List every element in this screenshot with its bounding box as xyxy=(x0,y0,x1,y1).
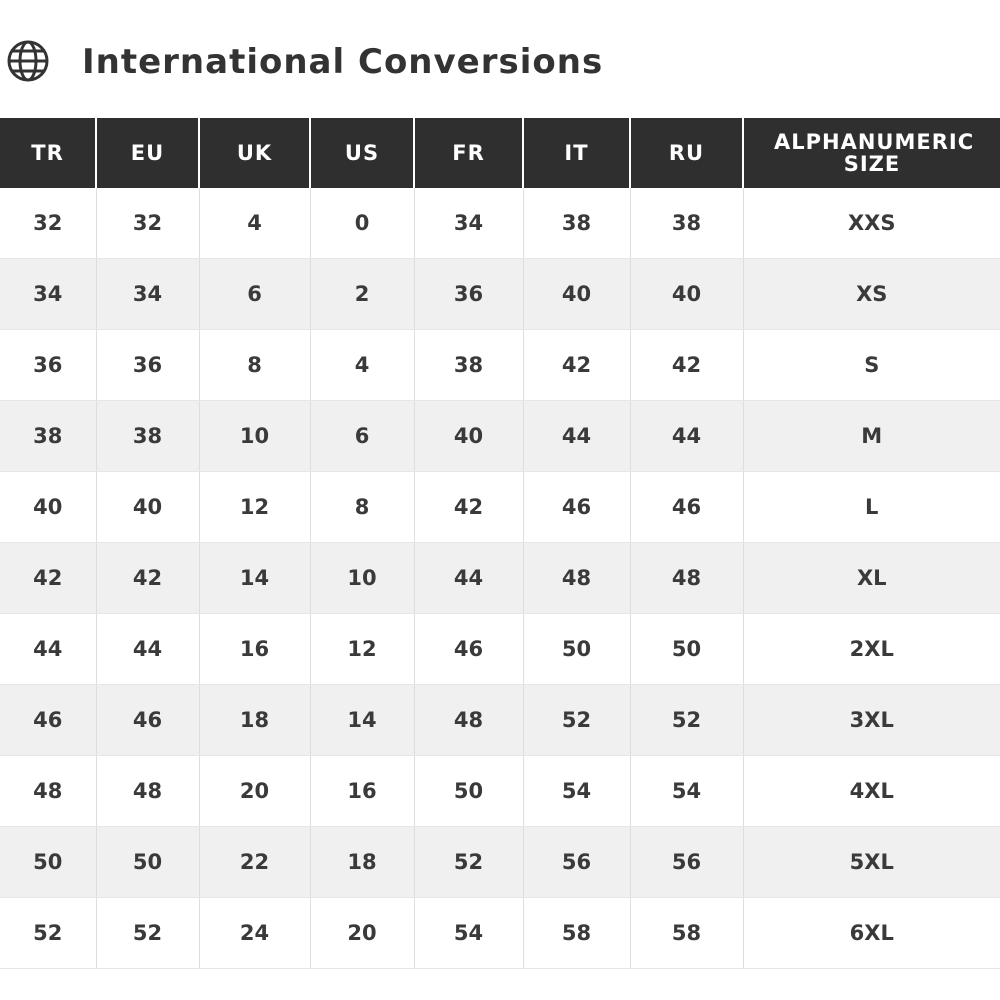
cell-tr: 40 xyxy=(0,472,96,543)
cell-us: 8 xyxy=(310,472,414,543)
cell-eu: 48 xyxy=(96,756,199,827)
table-row xyxy=(0,543,1000,614)
cell-uk: 12 xyxy=(199,472,310,543)
cell-tr: 34 xyxy=(0,259,96,330)
cell-uk: 8 xyxy=(199,330,310,401)
column-header-us: US xyxy=(310,118,414,188)
cell-tr: 32 xyxy=(0,188,96,259)
cell-fr: 44 xyxy=(414,543,523,614)
cell-alphanumeric-size: L xyxy=(743,472,1000,543)
cell-alphanumeric-size: 5XL xyxy=(743,827,1000,898)
cell-tr: 38 xyxy=(0,401,96,472)
cell-tr: 50 xyxy=(0,827,96,898)
cell-uk: 20 xyxy=(199,756,310,827)
cell-ru: 44 xyxy=(630,401,743,472)
cell-alphanumeric-size: S xyxy=(743,330,1000,401)
table-row xyxy=(0,401,1000,472)
cell-fr: 34 xyxy=(414,188,523,259)
column-header-fr: FR xyxy=(414,118,523,188)
cell-it: 46 xyxy=(523,472,630,543)
cell-uk: 6 xyxy=(199,259,310,330)
cell-fr: 52 xyxy=(414,827,523,898)
cell-uk: 24 xyxy=(199,898,310,969)
cell-ru: 54 xyxy=(630,756,743,827)
cell-uk: 16 xyxy=(199,614,310,685)
table-row xyxy=(0,898,1000,969)
cell-us: 12 xyxy=(310,614,414,685)
table-row xyxy=(0,472,1000,543)
table-row xyxy=(0,827,1000,898)
cell-us: 2 xyxy=(310,259,414,330)
table-row xyxy=(0,614,1000,685)
cell-eu: 36 xyxy=(96,330,199,401)
cell-fr: 46 xyxy=(414,614,523,685)
cell-fr: 36 xyxy=(414,259,523,330)
table-row xyxy=(0,685,1000,756)
cell-eu: 34 xyxy=(96,259,199,330)
cell-us: 6 xyxy=(310,401,414,472)
cell-us: 10 xyxy=(310,543,414,614)
column-header-tr: TR xyxy=(0,118,96,188)
cell-alphanumeric-size: XL xyxy=(743,543,1000,614)
cell-ru: 46 xyxy=(630,472,743,543)
cell-eu: 44 xyxy=(96,614,199,685)
page-header xyxy=(0,34,1000,92)
cell-eu: 50 xyxy=(96,827,199,898)
cell-ru: 58 xyxy=(630,898,743,969)
globe-icon xyxy=(6,39,50,83)
cell-uk: 4 xyxy=(199,188,310,259)
column-header-ru: RU xyxy=(630,118,743,188)
cell-it: 58 xyxy=(523,898,630,969)
cell-eu: 52 xyxy=(96,898,199,969)
cell-us: 18 xyxy=(310,827,414,898)
table-header-row xyxy=(0,118,1000,188)
cell-it: 38 xyxy=(523,188,630,259)
cell-us: 0 xyxy=(310,188,414,259)
cell-it: 48 xyxy=(523,543,630,614)
table-row xyxy=(0,259,1000,330)
table-row xyxy=(0,756,1000,827)
cell-ru: 56 xyxy=(630,827,743,898)
cell-ru: 40 xyxy=(630,259,743,330)
cell-fr: 50 xyxy=(414,756,523,827)
cell-it: 52 xyxy=(523,685,630,756)
cell-alphanumeric-size: XS xyxy=(743,259,1000,330)
cell-eu: 32 xyxy=(96,188,199,259)
cell-uk: 14 xyxy=(199,543,310,614)
column-header-alphanumeric-size: ALPHANUMERIC SIZE xyxy=(743,118,1000,188)
table-row xyxy=(0,188,1000,259)
cell-fr: 40 xyxy=(414,401,523,472)
cell-us: 16 xyxy=(310,756,414,827)
cell-it: 54 xyxy=(523,756,630,827)
cell-it: 40 xyxy=(523,259,630,330)
cell-tr: 42 xyxy=(0,543,96,614)
cell-ru: 42 xyxy=(630,330,743,401)
cell-ru: 50 xyxy=(630,614,743,685)
cell-alphanumeric-size: 2XL xyxy=(743,614,1000,685)
cell-alphanumeric-size: M xyxy=(743,401,1000,472)
cell-fr: 48 xyxy=(414,685,523,756)
cell-ru: 48 xyxy=(630,543,743,614)
cell-alphanumeric-size: 3XL xyxy=(743,685,1000,756)
cell-eu: 40 xyxy=(96,472,199,543)
table-body xyxy=(0,188,1000,969)
column-header-uk: UK xyxy=(199,118,310,188)
cell-it: 42 xyxy=(523,330,630,401)
cell-fr: 38 xyxy=(414,330,523,401)
table-row xyxy=(0,330,1000,401)
column-header-eu: EU xyxy=(96,118,199,188)
cell-fr: 42 xyxy=(414,472,523,543)
cell-us: 4 xyxy=(310,330,414,401)
cell-it: 50 xyxy=(523,614,630,685)
cell-us: 14 xyxy=(310,685,414,756)
cell-us: 20 xyxy=(310,898,414,969)
cell-ru: 52 xyxy=(630,685,743,756)
cell-alphanumeric-size: 6XL xyxy=(743,898,1000,969)
cell-tr: 52 xyxy=(0,898,96,969)
cell-tr: 48 xyxy=(0,756,96,827)
cell-uk: 22 xyxy=(199,827,310,898)
cell-alphanumeric-size: 4XL xyxy=(743,756,1000,827)
cell-eu: 42 xyxy=(96,543,199,614)
cell-it: 44 xyxy=(523,401,630,472)
cell-uk: 18 xyxy=(199,685,310,756)
cell-ru: 38 xyxy=(630,188,743,259)
column-header-it: IT xyxy=(523,118,630,188)
cell-tr: 46 xyxy=(0,685,96,756)
cell-tr: 44 xyxy=(0,614,96,685)
cell-eu: 46 xyxy=(96,685,199,756)
cell-uk: 10 xyxy=(199,401,310,472)
cell-alphanumeric-size: XXS xyxy=(743,188,1000,259)
cell-fr: 54 xyxy=(414,898,523,969)
cell-it: 56 xyxy=(523,827,630,898)
cell-eu: 38 xyxy=(96,401,199,472)
size-conversion-table xyxy=(0,118,1000,969)
page-title: International Conversions xyxy=(82,42,604,82)
cell-tr: 36 xyxy=(0,330,96,401)
